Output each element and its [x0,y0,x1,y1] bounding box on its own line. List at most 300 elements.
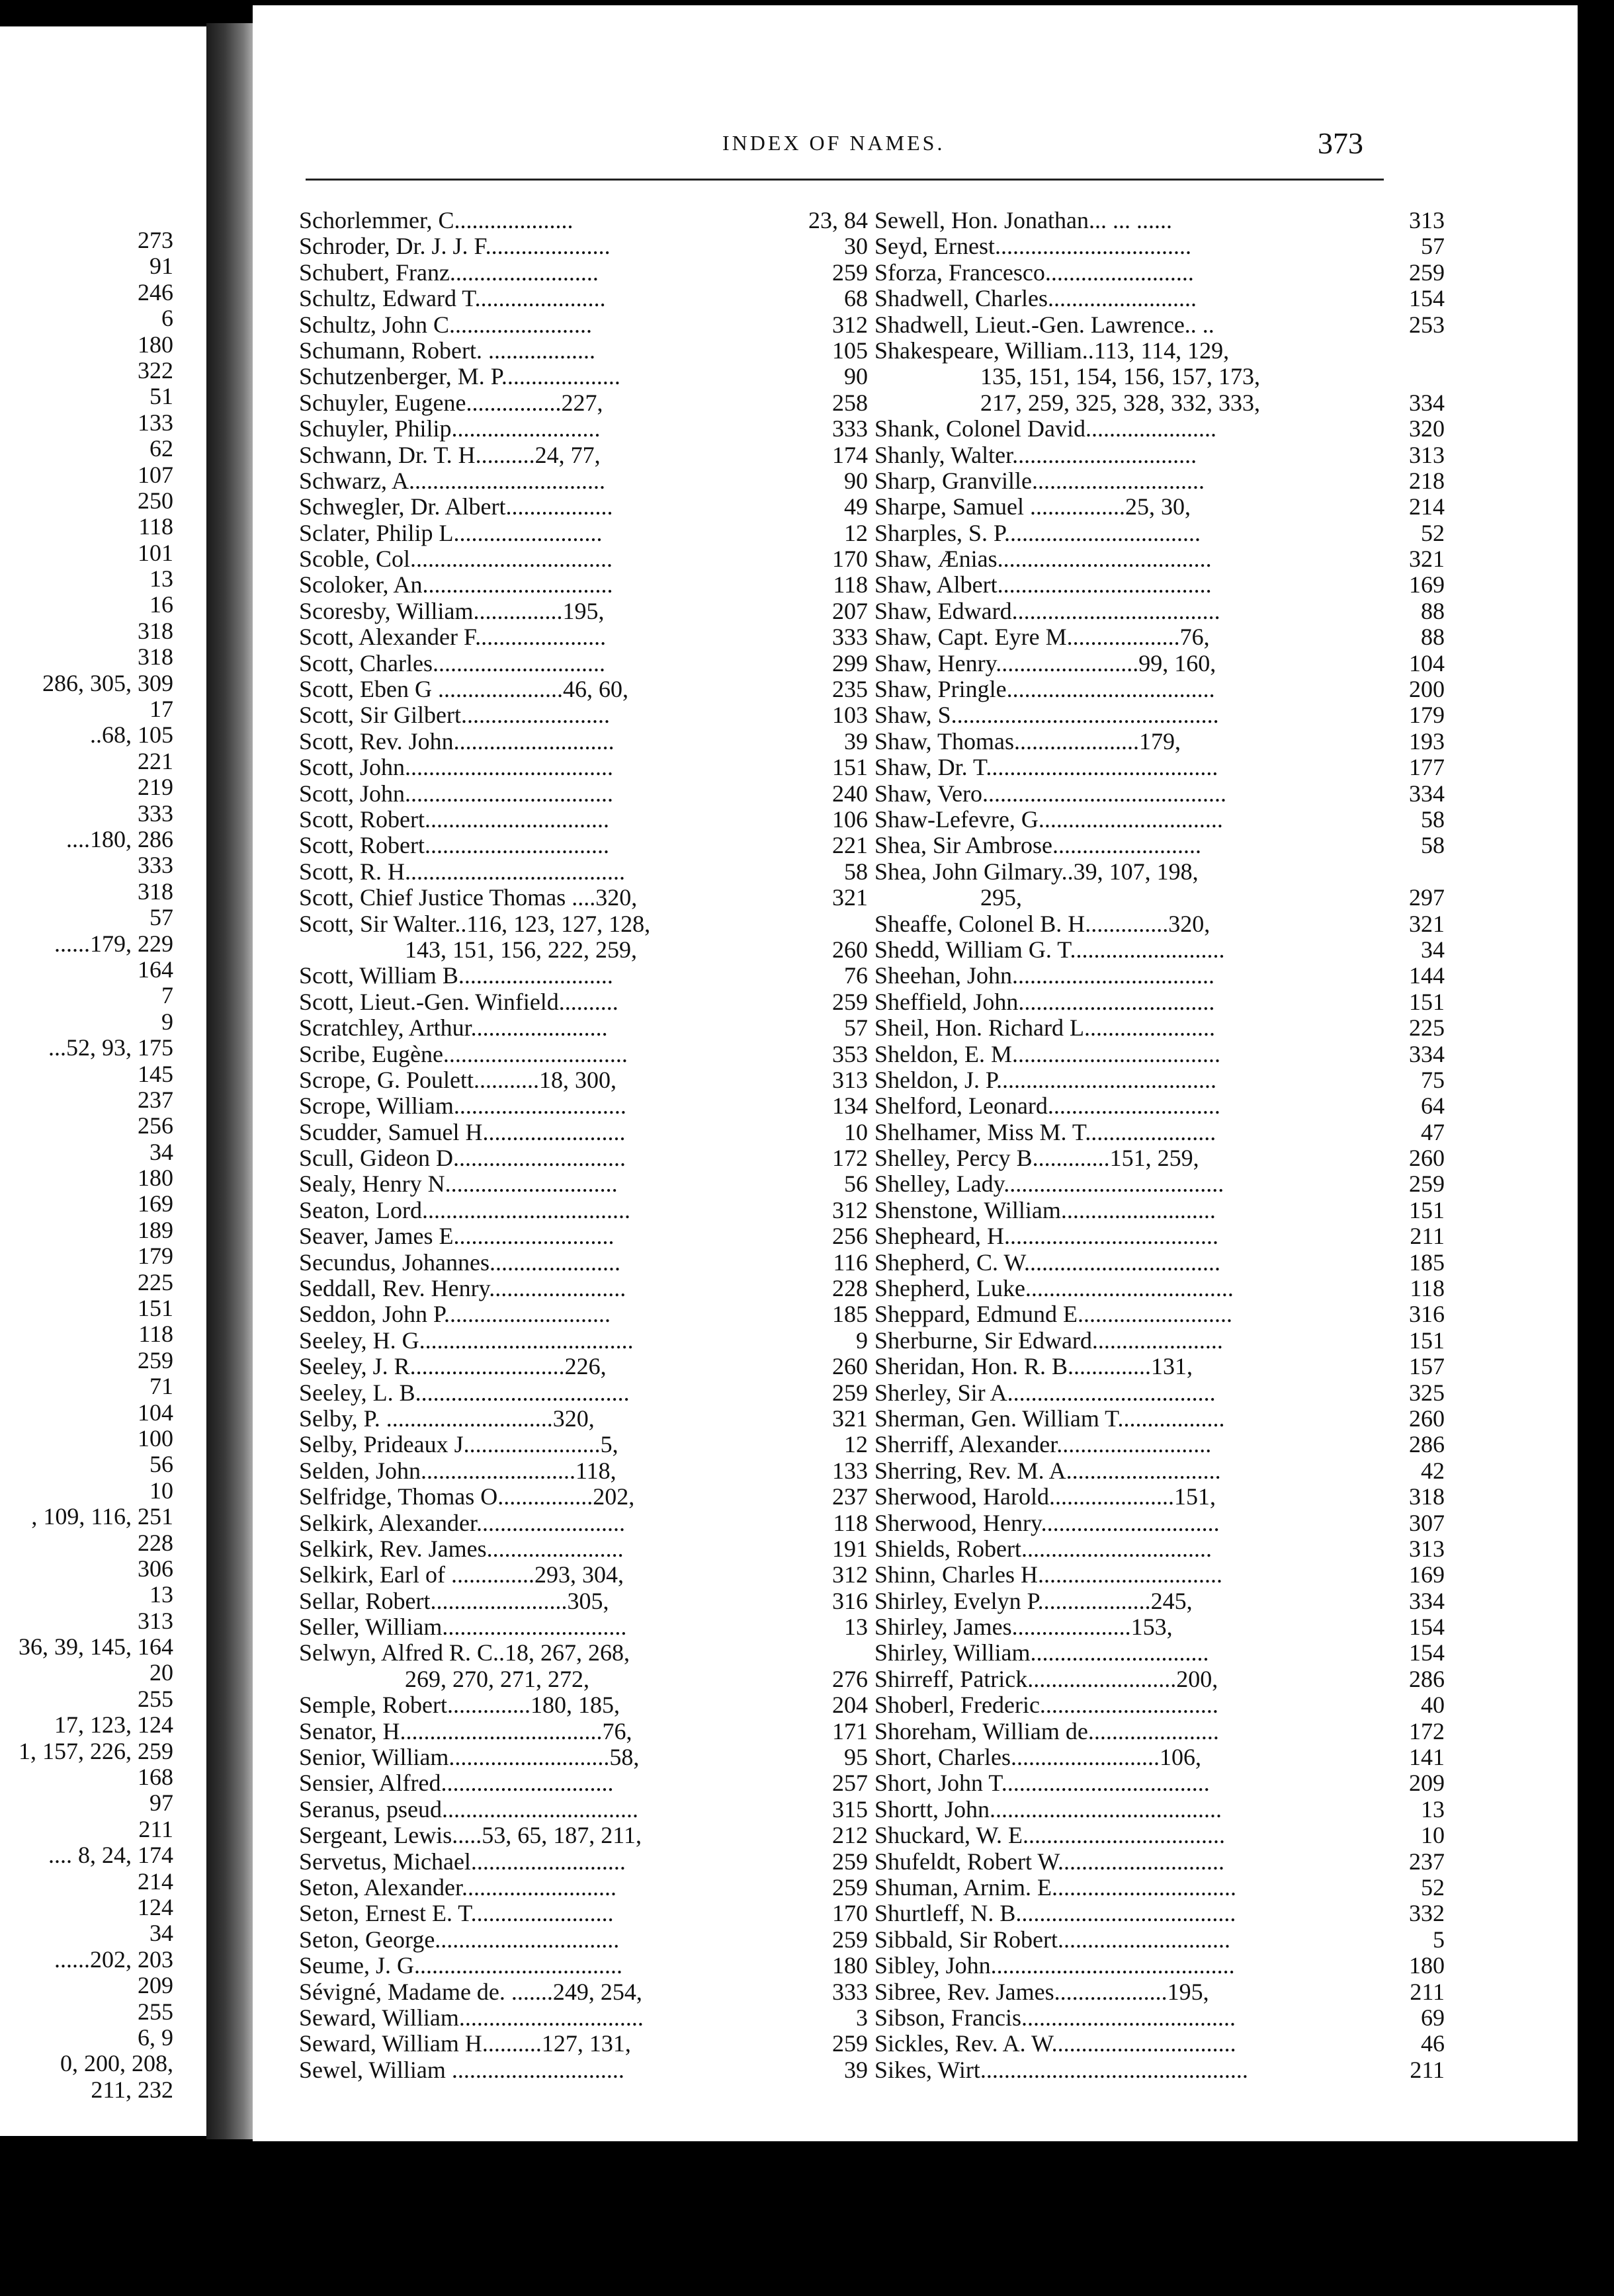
entry-name: Sewel, William ............................. [299,2057,624,2083]
index-entry [874,1510,1445,1536]
left-page-entry: ......179, 229 [54,930,173,957]
entry-name: Shelford, Leonard............................. [874,1093,1220,1120]
entry-pages: 180 [832,1953,868,1979]
entry-pages: 116 [833,1249,868,1276]
entry-pages: 207 [832,598,868,624]
entry-name: Sergeant, Lewis.....53, 65, 187, 211, [299,1823,642,1849]
index-column-right [874,208,1445,2083]
index-entry [874,442,1445,468]
index-entry [299,1406,868,1432]
entry-name: Sclater, Philip L......................... [299,520,603,546]
entry-pages: 172 [832,1145,868,1172]
entry-pages: 64 [1421,1093,1445,1120]
index-entry [299,1432,868,1457]
entry-name: Seton, Ernest E. T........................ [299,1901,614,1927]
entry-name: Scribe, Eugène............................... [299,1041,628,1067]
left-page-entry: 10 [149,1477,173,1504]
index-entry [874,911,1445,937]
index-entry [874,2057,1445,2083]
entry-pages: 237 [832,1484,868,1510]
entry-pages: 260 [832,1354,868,1380]
index-entry [874,1849,1445,1875]
left-page-entry: ....180, 286 [66,826,173,852]
left-page-entry: 255 [138,1998,173,2025]
index-entry [874,963,1445,989]
index-entry [874,989,1445,1015]
entry-name: Shadwell, Lieut.-Gen. Lawrence.. .. [874,311,1214,338]
entry-name: Sheaffe, Colonel B. H..............320, [874,911,1210,937]
index-entry [299,1849,868,1875]
left-page-entry: 118 [138,1321,173,1348]
index-entry [299,1223,868,1249]
entry-pages: 334 [1409,780,1445,807]
index-entry [299,286,868,311]
header-rule [306,179,1384,181]
left-page-fragment [0,26,206,2136]
left-page-entry: 214 [138,1868,173,1895]
entry-name: Sharples, S. P................................. [874,520,1201,546]
entry-pages: 154 [1409,1640,1445,1666]
entry-name: Sheridan, Hon. R. B..............131, [874,1354,1193,1380]
entry-name: Sherring, Rev. M. A.......................... [874,1457,1221,1484]
entry-pages: 13 [1421,1796,1445,1823]
entry-name: Schumann, Robert. .................. [299,337,595,364]
index-entry [874,676,1445,702]
entry-name: Scott, John................................... [299,755,614,781]
index-entry [299,442,868,468]
entry-pages: 321 [832,885,868,911]
index-entry [299,1301,868,1327]
index-entry [299,859,868,885]
entry-name: Semple, Robert..............180, 185, [299,1692,620,1719]
entry-pages: 334 [1409,1588,1445,1614]
index-entry [299,989,868,1015]
entry-pages: 118 [1410,1276,1445,1302]
left-page-entry: .... 8, 24, 174 [48,1842,173,1869]
entry-pages: 151 [832,755,868,781]
left-page-entry: 180 [138,331,173,358]
entry-name: Sikes, Wirt............................................. [874,2057,1248,2083]
entry-pages: 52 [1421,1875,1445,1901]
entry-pages: 286 [1409,1432,1445,1458]
entry-name: Shuckard, W. E.................................. [874,1823,1225,1849]
entry-pages: 259 [832,2031,868,2057]
entry-pages: 260 [1409,1145,1445,1172]
entry-pages: 154 [1409,286,1445,312]
index-entry [299,1979,868,2005]
left-page-entry: 62 [149,436,173,462]
entry-name: Selkirk, Earl of ..............293, 304, [299,1562,624,1588]
left-page-entry: 211, 232 [91,2076,173,2103]
entry-name: Schorlemmer, C.................... [299,208,573,233]
index-entry [299,624,868,650]
left-page-entry: 219 [138,774,173,801]
index-entry [299,1692,868,1718]
left-page-entry: 20 [149,1660,173,1686]
index-entry [874,1328,1445,1354]
left-page-entry: 151 [138,1295,173,1322]
entry-name: Shirreff, Patrick.........................200, [874,1666,1218,1692]
left-page-entry: 318 [138,618,173,644]
entry-pages: 174 [832,442,868,468]
index-entry [299,1250,868,1276]
entry-pages: 332 [1409,1901,1445,1927]
entry-name: Selby, P. ............................320, [299,1405,595,1432]
entry-name: Selkirk, Rev. James....................... [299,1536,624,1562]
index-entry [874,364,1445,390]
index-entry [299,1823,868,1848]
entry-name: Short, Charles.........................106, [874,1744,1201,1771]
index-entry [299,1276,868,1301]
entry-pages: 312 [832,1197,868,1223]
entry-pages: 170 [832,546,868,573]
entry-name: Shaw, Edward................................... [874,598,1220,624]
entry-name: Sherman, Gen. William T.................. [874,1405,1225,1432]
entry-pages: 240 [832,780,868,807]
index-entry [299,1927,868,1953]
entry-pages: 171 [832,1718,868,1744]
left-page-entry: 100 [138,1425,173,1452]
left-page-entry: 36, 39, 145, 164 [19,1634,173,1660]
index-entry [299,1458,868,1484]
entry-pages: 214 [1409,494,1445,520]
left-page-entry: 51 [149,384,173,410]
entry-pages [861,911,868,937]
index-entry [874,1015,1445,1041]
entry-name: Sellar, Robert.......................305, [299,1588,609,1614]
left-page-entry: 118 [138,514,173,540]
entry-name: Secundus, Johannes...................... [299,1249,620,1276]
index-entry [874,781,1445,807]
left-page-entry: 179 [138,1243,173,1270]
entry-pages: 58 [1421,833,1445,859]
entry-name: Shirley, William.............................. [874,1640,1209,1666]
index-entry [874,1432,1445,1457]
entry-name: Sheil, Hon. Richard L...................... [874,1015,1215,1042]
entry-pages: 193 [1409,728,1445,755]
entry-name: Shufeldt, Robert W............................ [874,1848,1224,1875]
entry-pages: 9 [856,1327,868,1354]
index-entry [874,468,1445,494]
entry-name: Shepherd, Luke................................... [874,1276,1234,1302]
index-entry [874,729,1445,755]
left-page-entry: 209 [138,1973,173,1999]
entry-name: Shaw, Albert.................................... [874,572,1212,598]
left-page-entry: 17 [149,696,173,723]
entry-name: Shaw, Dr. T....................................... [874,755,1218,781]
entry-name: Shaw, Thomas.....................179, [874,728,1181,755]
left-page-entry: 56 [149,1452,173,1478]
entry-name: Scoloker, An................................ [299,572,613,598]
entry-pages: 313 [1409,442,1445,468]
entry-name: Sherriff, Alexander.......................... [874,1432,1212,1458]
entry-pages: 259 [832,259,868,286]
entry-pages: 151 [1409,1327,1445,1354]
entry-pages: 211 [1410,2057,1445,2083]
entry-pages: 10 [1421,1823,1445,1849]
index-entry [874,2005,1445,2031]
entry-pages: 58 [1421,806,1445,833]
index-entry [299,1901,868,1926]
index-entry [874,1562,1445,1588]
entry-name: Seyd, Ernest................................. [874,233,1191,260]
index-entry [874,1250,1445,1276]
entry-pages: 133 [832,1457,868,1484]
index-entry [874,1770,1445,1796]
entry-pages: 313 [1409,1536,1445,1562]
entry-name: Seward, William............................... [299,2004,644,2031]
index-entry [874,1093,1445,1119]
index-entry [299,1510,868,1536]
index-entry [299,1744,868,1770]
entry-pages: 259 [832,1379,868,1406]
entry-pages: 157 [1409,1354,1445,1380]
entry-name: Sherwood, Harold.....................151, [874,1484,1216,1510]
entry-name: Scoble, Col.................................. [299,546,613,573]
entry-pages: 353 [832,1041,868,1067]
entry-name: Sibley, John......................................... [874,1953,1235,1979]
entry-name: Scoresby, William...............195, [299,598,605,624]
entry-name: Seeley, H. G.................................... [299,1327,634,1354]
entry-name: Shelhamer, Miss M. T...................... [874,1119,1216,1145]
entry-pages: 56 [844,1171,868,1198]
entry-name: Scrope, G. Poulett...........18, 300, [299,1067,616,1093]
entry-name: Scratchley, Arthur....................... [299,1015,608,1042]
entry-name: Scott, Lieut.-Gen. Winfield.......... [299,989,618,1015]
left-page-entry: 228 [138,1530,173,1556]
left-page-entry: 306 [138,1555,173,1582]
index-entry [874,702,1445,728]
left-page-entry: 259 [138,1347,173,1374]
index-entry [874,1276,1445,1301]
index-entry [874,833,1445,858]
left-page-entry: 164 [138,956,173,983]
entry-name: Selden, John..........................118, [299,1457,616,1484]
left-page-entry: 313 [138,1608,173,1634]
left-page-entry: 6 [161,306,173,332]
index-entry [299,755,868,780]
entry-name: Sharp, Granville............................. [874,468,1205,494]
index-entry [299,807,868,833]
index-entry [874,624,1445,650]
entry-name: Sensier, Alfred............................. [299,1770,614,1797]
entry-pages: 315 [832,1796,868,1823]
entry-pages [1438,859,1445,885]
entry-name: Sibbald, Sir Robert............................. [874,1926,1230,1953]
entry-pages: 211 [1410,1979,1445,2005]
entry-name: Shea, John Gilmary..39, 107, 198, [874,858,1199,885]
entry-pages: 179 [1409,702,1445,729]
entry-pages: 10 [844,1119,868,1145]
left-page-entry: 13 [149,1582,173,1608]
entry-pages: 47 [1421,1119,1445,1145]
index-entry [874,1198,1445,1223]
left-page-entry: 246 [138,279,173,306]
entry-name: Scott, Chief Justice Thomas ....320, [299,885,638,911]
entry-name: Shaw, Vero......................................... [874,780,1226,807]
entry-pages: 141 [1409,1744,1445,1771]
entry-name: Short, John T................................... [874,1770,1210,1797]
index-entry [299,468,868,494]
entry-name: 295, [980,885,1022,911]
left-page-entry: 13 [149,566,173,593]
left-page-entry: 104 [138,1399,173,1426]
index-entry [299,729,868,755]
entry-name: Scott, John................................... [299,780,614,807]
entry-pages: 30 [844,233,868,260]
index-entry [299,1198,868,1223]
index-entry [874,390,1445,416]
entry-pages: 218 [1409,468,1445,494]
entry-name: Scott, Robert............................... [299,833,609,859]
index-entry [299,1328,868,1354]
entry-pages: 316 [832,1588,868,1614]
entry-pages [1438,364,1445,390]
entry-name: Scott, R. H..................................... [299,858,626,885]
entry-pages: 191 [832,1536,868,1562]
index-entry [299,911,868,937]
index-entry [299,233,868,259]
left-page-entry: 97 [149,1790,173,1817]
left-page-entry: 225 [138,1269,173,1295]
entry-name: Seaver, James E........................... [299,1223,615,1250]
entry-name: Seddon, John P............................ [299,1301,611,1328]
left-page-entry: 180 [138,1165,173,1192]
entry-pages: 42 [1421,1457,1445,1484]
entry-name: Sherley, Sir A................................... [874,1379,1216,1406]
entry-name: Scott, Robert............................... [299,806,609,833]
entry-pages: 23, 84 [808,208,868,233]
left-page-entry: 189 [138,1217,173,1243]
entry-pages: 76 [844,963,868,989]
entry-pages: 258 [832,390,868,416]
index-entry [874,1223,1445,1249]
entry-name: 217, 259, 325, 328, 332, 333, [980,390,1260,416]
index-entry [874,1719,1445,1744]
entry-name: Schuyler, Eugene................227, [299,390,603,416]
entry-pages: 312 [832,311,868,338]
entry-pages: 104 [1409,650,1445,676]
entry-name: Shirley, James....................153, [874,1614,1173,1641]
entry-pages: 259 [832,1875,868,1901]
index-entry [874,1901,1445,1926]
entry-pages: 88 [1421,598,1445,624]
entry-name: Seward, William H..........127, 131, [299,2031,631,2057]
index-entry [299,312,868,338]
entry-pages: 318 [1409,1484,1445,1510]
index-entry [299,520,868,546]
entry-name: Shortt, John....................................... [874,1796,1222,1823]
entry-name: Shoberl, Frederic.............................. [874,1692,1218,1719]
entry-name: Shinn, Charles H............................... [874,1562,1222,1588]
index-entry [299,1145,868,1171]
entry-name: 143, 151, 156, 222, 259, [405,936,637,963]
entry-name: Sibree, Rev. James...................195, [874,1979,1209,2005]
entry-pages: 313 [1409,208,1445,233]
book-gutter [206,23,253,2139]
entry-name: Sickles, Rev. A. W............................... [874,2031,1236,2057]
index-entry [874,233,1445,259]
entry-pages: 40 [1421,1692,1445,1719]
index-entry [874,859,1445,885]
left-page-entry: 107 [138,462,173,488]
entry-name: Sherburne, Sir Edward...................... [874,1327,1223,1354]
entry-pages: 49 [844,494,868,520]
index-entry [299,1380,868,1406]
entry-pages: 151 [1409,1197,1445,1223]
entry-name: Shea, Sir Ambrose......................... [874,833,1201,859]
left-page-entry: ...52, 93, 175 [48,1035,173,1061]
entry-name: Sheldon, E. M................................... [874,1041,1221,1067]
index-entry [874,1380,1445,1406]
index-entry [299,1120,868,1145]
entry-name: Sforza, Francesco......................... [874,259,1194,286]
entry-name: Shaw-Lefevre, G............................... [874,806,1223,833]
left-page-entry: 322 [138,357,173,384]
right-page [253,5,1578,2141]
entry-pages: 34 [1421,936,1445,963]
entry-name: Shields, Robert................................ [874,1536,1212,1562]
left-page-entry: 71 [149,1374,173,1400]
index-entry [874,1640,1445,1666]
entry-pages: 333 [832,624,868,651]
entry-name: Schwann, Dr. T. H..........24, 77, [299,442,601,468]
index-entry [299,676,868,702]
entry-name: Shirley, Evelyn P...................245, [874,1588,1193,1614]
index-entry [874,2031,1445,2057]
index-entry [299,1093,868,1119]
index-entry [299,963,868,989]
entry-pages: 95 [844,1744,868,1771]
left-page-entry: 333 [138,852,173,879]
entry-name: Seeley, L. B.................................... [299,1379,630,1406]
index-entry [874,1042,1445,1067]
index-entry [874,1797,1445,1823]
entry-pages: 235 [832,676,868,703]
entry-pages: 46 [1421,2031,1445,2057]
left-page-entry: 250 [138,487,173,514]
index-entry [299,937,868,963]
left-page-entry: 145 [138,1061,173,1087]
entry-pages: 39 [844,2057,868,2083]
entry-name: Sibson, Francis.................................... [874,2004,1236,2031]
entry-pages: 90 [844,364,868,390]
left-page-entry: 255 [138,1686,173,1712]
entry-name: Seton, George............................... [299,1926,620,1953]
entry-name: Senator, H..................................76, [299,1718,632,1744]
entry-pages: 75 [1421,1067,1445,1093]
index-entry [874,1875,1445,1901]
entry-name: Schubert, Franz......................... [299,259,599,286]
index-entry [874,416,1445,442]
index-entry [299,260,868,286]
left-page-entry: 168 [138,1764,173,1791]
left-page-entry: 0, 200, 208, [60,2051,173,2077]
index-entry [299,1719,868,1744]
index-entry [874,1145,1445,1171]
entry-name: Scott, Eben G .....................46, 60, [299,676,628,703]
entry-pages: 321 [832,1405,868,1432]
entry-pages [1438,338,1445,364]
entry-pages: 169 [1409,572,1445,598]
entry-name: Sévigné, Madame de. .......249, 254, [299,1979,642,2005]
index-entry [874,1354,1445,1379]
entry-pages: 185 [1409,1249,1445,1276]
entry-pages: 333 [832,1979,868,2005]
entry-pages: 52 [1421,520,1445,546]
left-page-entry: ..68, 105 [90,722,173,749]
entry-pages: 325 [1409,1379,1445,1406]
